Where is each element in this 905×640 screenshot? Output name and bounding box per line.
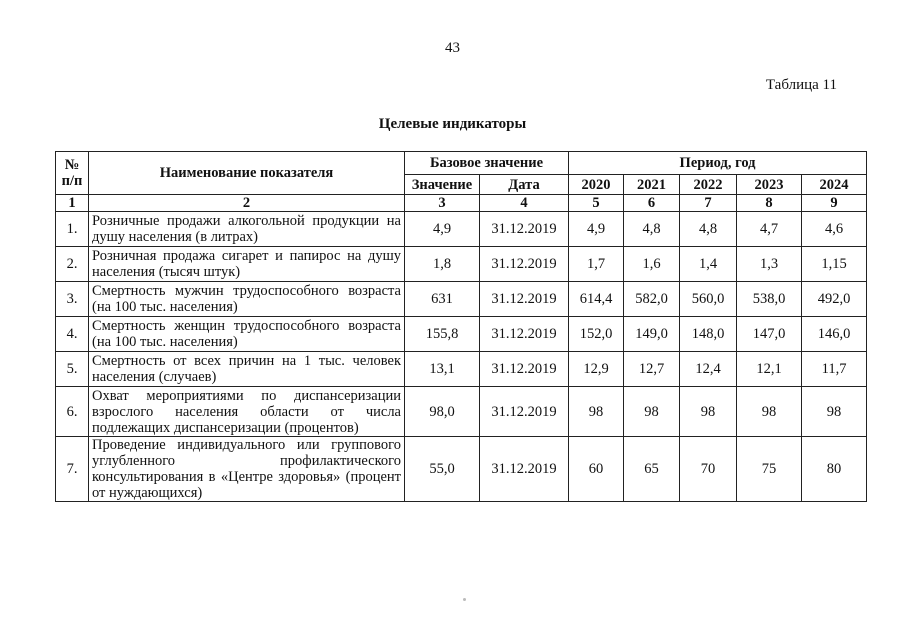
indicator-name: Смертность мужчин трудоспособного возраста (на 100 тыс. населения) <box>89 282 405 317</box>
column-number: 5 <box>569 195 624 212</box>
header-year-2022: 2022 <box>680 175 737 195</box>
header-base-date: Дата <box>480 175 569 195</box>
table-row <box>56 437 867 502</box>
column-number: 6 <box>624 195 680 212</box>
header-period: Период, год <box>569 152 867 175</box>
column-number: 8 <box>737 195 802 212</box>
header-year-2020: 2020 <box>569 175 624 195</box>
base-value: 155,8 <box>405 317 480 352</box>
indicator-name: Розничная продажа сигарет и папирос на душу населения (тысяч штук) <box>89 247 405 282</box>
value-2024: 492,0 <box>802 282 867 317</box>
row-number: 7. <box>56 437 89 502</box>
indicator-name: Смертность от всех причин на 1 тыс. человек населения (случаев) <box>89 352 405 387</box>
value-2021: 12,7 <box>624 352 680 387</box>
column-number: 3 <box>405 195 480 212</box>
value-2023: 1,3 <box>737 247 802 282</box>
header-base: Базовое значение <box>405 152 569 175</box>
value-2020: 60 <box>569 437 624 502</box>
header-name: Наименование показателя <box>89 152 405 195</box>
document-title: Целевые индикаторы <box>378 116 527 132</box>
table-row <box>56 282 867 317</box>
base-date: 31.12.2019 <box>480 352 569 387</box>
indicator-name: Розничные продажи алкогольной продукции на душу населения (в литрах) <box>89 212 405 247</box>
indicator-name: Охват мероприятиями по диспансеризации взрослого населения области от числа подлежащих диспансеризации (процентов) <box>89 387 405 437</box>
value-2021: 1,6 <box>624 247 680 282</box>
value-2022: 148,0 <box>680 317 737 352</box>
value-2020: 614,4 <box>569 282 624 317</box>
column-number: 1 <box>56 195 89 212</box>
value-2024: 98 <box>802 387 867 437</box>
value-2023: 538,0 <box>737 282 802 317</box>
row-number: 3. <box>56 282 89 317</box>
base-date: 31.12.2019 <box>480 437 569 502</box>
value-2022: 12,4 <box>680 352 737 387</box>
table-caption: Таблица 11 <box>765 77 837 93</box>
column-numbers-row <box>56 195 867 212</box>
value-2023: 75 <box>737 437 802 502</box>
header-num: № п/п <box>56 152 89 195</box>
row-number: 1. <box>56 212 89 247</box>
column-number: 9 <box>802 195 867 212</box>
value-2022: 98 <box>680 387 737 437</box>
indicator-name: Проведение индивидуального или группового углубленного профилактического консультирования в «Центре здоровья» (процент от нуждающихся) <box>89 437 405 502</box>
column-number: 4 <box>480 195 569 212</box>
value-2023: 4,7 <box>737 212 802 247</box>
header-year-2023: 2023 <box>737 175 802 195</box>
table-row <box>56 317 867 352</box>
page-number: 43 <box>445 40 460 56</box>
value-2024: 1,15 <box>802 247 867 282</box>
value-2022: 560,0 <box>680 282 737 317</box>
value-2021: 582,0 <box>624 282 680 317</box>
row-number: 5. <box>56 352 89 387</box>
value-2021: 98 <box>624 387 680 437</box>
value-2023: 12,1 <box>737 352 802 387</box>
value-2022: 1,4 <box>680 247 737 282</box>
column-number: 7 <box>680 195 737 212</box>
table-row <box>56 387 867 437</box>
value-2024: 4,6 <box>802 212 867 247</box>
row-number: 4. <box>56 317 89 352</box>
row-number: 6. <box>56 387 89 437</box>
value-2021: 65 <box>624 437 680 502</box>
base-date: 31.12.2019 <box>480 282 569 317</box>
base-date: 31.12.2019 <box>480 317 569 352</box>
table-row <box>56 247 867 282</box>
value-2022: 4,8 <box>680 212 737 247</box>
base-date: 31.12.2019 <box>480 212 569 247</box>
row-number: 2. <box>56 247 89 282</box>
value-2024: 80 <box>802 437 867 502</box>
base-value: 4,9 <box>405 212 480 247</box>
base-value: 631 <box>405 282 480 317</box>
value-2021: 149,0 <box>624 317 680 352</box>
base-date: 31.12.2019 <box>480 247 569 282</box>
header-year-2024: 2024 <box>802 175 867 195</box>
value-2022: 70 <box>680 437 737 502</box>
value-2024: 11,7 <box>802 352 867 387</box>
value-2023: 147,0 <box>737 317 802 352</box>
value-2020: 1,7 <box>569 247 624 282</box>
column-number: 2 <box>89 195 405 212</box>
base-value: 1,8 <box>405 247 480 282</box>
value-2021: 4,8 <box>624 212 680 247</box>
indicators-table <box>55 151 867 502</box>
base-date: 31.12.2019 <box>480 387 569 437</box>
base-value: 55,0 <box>405 437 480 502</box>
header-base-value: Значение <box>405 175 480 195</box>
indicator-name: Смертность женщин трудоспособного возраста (на 100 тыс. населения) <box>89 317 405 352</box>
scan-speck-icon <box>463 598 466 601</box>
value-2020: 98 <box>569 387 624 437</box>
header-year-2021: 2021 <box>624 175 680 195</box>
value-2020: 12,9 <box>569 352 624 387</box>
base-value: 98,0 <box>405 387 480 437</box>
value-2023: 98 <box>737 387 802 437</box>
table-row <box>56 352 867 387</box>
value-2024: 146,0 <box>802 317 867 352</box>
value-2020: 4,9 <box>569 212 624 247</box>
value-2020: 152,0 <box>569 317 624 352</box>
table-row <box>56 212 867 247</box>
base-value: 13,1 <box>405 352 480 387</box>
